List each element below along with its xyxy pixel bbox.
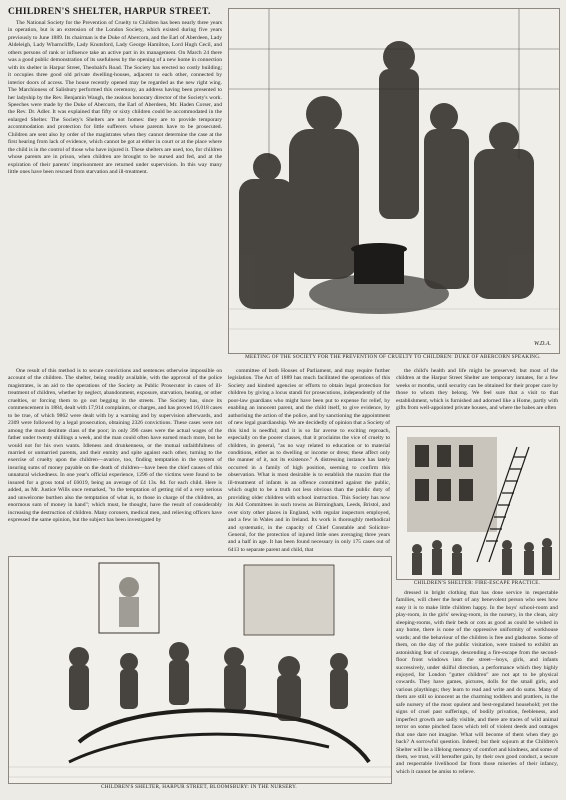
article-column-1-bottom [8, 368, 222, 553]
fire-escape-caption: CHILDREN'S SHELTER: FIRE-ESCAPE PRACTICE. [413, 580, 541, 586]
paragraph-shelter-visit: the child's health and life might be preserved; but most of the children at the Harpur Street Shelter are temporary inmates, for a few weeks or months, until security can be obtained for their proper care by those to whom they belong. We feel sure that a visit to that establishment, which is furnished and adorned like a Home, partly with gifts from well-appointed private houses, and where the babes are often [396, 368, 558, 412]
paragraph-convictions: One result of this method is to secure convictions and sentences otherwise impossible on account of the children. The shelter, being readily available, with the approval of the police magistrates, is an aid to the operations of the Society as Public Prosecutor in cases of ill-treatment of children, whether by neglect, abandonment, exposure, starvation, beating, or other cruelties, or forcing them to go out begging in the streets. The Society has, since its commencement in 1884, dealt with 17,914 complaints, or charges, and has proved 16,018 cases to be true, of which 9862 were dealt with by a warning and by supervision afterwards, and 2309 were followed by a legal prosecution, obtaining 2326 convictions. These cases were not among the most destitute class of the poor; in only 396 cases were the actual wages of the father under twenty shillings a week, and the man could often have earned much more, but he would not for his own wants. Idleness and drunkenness, or the mutual unfaithfulness of married or unmarried parents, and their enmity and spite against each other, turning to the exercise of cruelty upon the children—avarice, too, finding temptation in the system of insuring sums of money payable on the death of children—have been the chief causes of this unnatural wickedness. In one year's official experience, 1296 of the victims were found to be insured for a gross total of £6019, being an average of £4 13s. 8d. for each child. Here is added, as Mr. Justice Wills once remarked, "to the temptation of getting rid of a very serious and unwelcome burthen also the temptation of what is, to those in charge of the children, an enormous sum of money in hand"; which must, he thought, have the result of considerably increasing the destruction of children. Many coroners, medical men, and relieving officers have expressed the same opinion, but the subject has been investigated by [8, 368, 222, 524]
meeting-illustration [228, 8, 560, 354]
article-column-1-top [8, 20, 222, 364]
nursery-illustration [8, 556, 392, 784]
meeting-engraving [229, 9, 559, 353]
paragraph-legislation: committee of both Houses of Parliament, and may require further legislation. The Act of 1889 has much facilitated the operations of this Society and kindred agencies or efforts to obtain legal protection for children by giving a locus standi for prosecutions, independently of the poor-law guardians who might have been put to expense for relief, by enabling an innocent parent, and the child itself, to give evidence, by authorising the action of the police, and by sanctioning the appointment of new legal guardianship. We are decidedly of opinion that a Society of this kind is needful; and it is so far averse to exciting reproach, especially on the poorer classes, that it proclaims the vice of cruelty to children, in general, "as no way related to education or to material conditions, either as to dwelling or income or dress; these affect only the manner of it, not its existence." A distressing instance has lately occurred in a family of high position, seeming to confirm this observation. What is most desirable is to establish the maxim that the ill-treatment of infants is an offence committed against the public, which ought to be a truth not less obvious than the public duty of providing older children with school instruction. This Society has now its Aid Committees in such towns as Birmingham, Leeds, Bristol, and over sixty other places in England, with regular inspectors employed, and a few in Wales and in Ireland. Its work is thoroughly methodical and systematic, in the capacity of Chief Constable and Solicitor-General, for the protection of injured little ones averaging three years and a half in age. It has been found necessary in only 175 cases out of 6413 to separate parent and child, that [228, 368, 390, 553]
nursery-engraving [9, 557, 391, 783]
article-headline: CHILDREN'S SHELTER, HARPUR STREET. [8, 7, 211, 17]
fire-escape-illustration [396, 426, 560, 580]
paragraph-intro: The National Society for the Prevention of Cruelty to Children has been nearly three years in operation, but is an extension of the London Society, which existed during five years previously to June 1889. Its chairman is the Duke of Abercorn, and the Earl of Aberdeen, Lady Aldeleigh, Lady Wharncliffe, Lady Knutsford, Lady George Hamilton, Lord Hugh Cecil, and others persons of rank or influence take an active part in its management. On March 24 there was a good public demonstration of its usefulness by the opening of a new home in connection with its shelter in Harpur Street, Theobald's Road. The Society has erected no costly building; it occupies three good old private dwelling-houses, adjacent to each other, connected by interior doors of access. The house recently opened may be regarded as the new right wing. The Marchioness of Salisbury performed this ceremony, an address having been presented to her ladyship by the Rev. Benjamin Waugh, the zealous honorary director of the Society's work. Speeches were made by the Duke of Abercorn, the Earl of Aberdeen, Mr. Haden Corser, and the Rev. Dr. Adler. It was explained that fifty or sixty children could be accommodated in the enlarged Shelter. The Society's Shelters are not homes: they are to provide temporary accommodation and protection for little sufferers whose parents have to be prosecuted. Children are sent also by order of the magistrates when they cannot determine the case at the first hearing from lack of evidence, which cannot be got at either in court or at the place where the child is in the control of those who have injured it. These shelters are used, too, for children whose parents are in prison, when children are brought to be nursed and fed, and at the expiration of their parents' imprisonment are returned under supervision. In this way many little ones have been rescued from starvation and ill-treatment. [8, 20, 222, 176]
paragraph-children-life: dressed in bright clothing that has done service in respectable families, will cheer the heart of any benevolent person who sees how easy it is to make little children happy. In the boys' school-room and play-room, in the girls' sewing-room, in the nursery, in the clean, airy sleeping-rooms, with their beds or cots as good as could be wished in any home, there is none of the oppressive uniformity of workhouse wards; and the behaviour of the children is free and gladsome. Some of them, on the day of the public visitation, were trained to exhibit an astonishing feat of courage, descending a fire-escape from the second-floor front windows into the street—boys, girls, and infants successively, under skilful direction, a performance which they highly enjoyed, for London "gutter children" are not apt to be physical cowards. They have games, pictures, dolls for the small girls, and various playthings; they learn to read and write and do sums. Many of them are still so innocent as the charming toddlers and prattlers, in the safe nursery of the most opulent and best-regulated household; yet the signs of cruel past sufferings, of bodily privation, feebleness, and imperfect growth are sadly visible, and there are traces of wild animal terror on some pinched faces which tell of violent deeds and outrages that one dare not imagine. What will become of them when they go back? A sorrowful question. Indeed; but their sojourn at the Children's Shelter will be a lifelong memory of comfort and kindness, and some of them, we trust, will hereafter gain, by their own good conduct, a secure and respectable livelihood far from those miseries of their infancy, which it cannot be amiss to relieve. [396, 590, 558, 775]
article-column-3-bottom [396, 590, 558, 792]
meeting-caption: MEETING OF THE SOCIETY FOR THE PREVENTION OF CRUELTY TO CHILDREN: DUKE OF ABERCORN SPEAKING. [245, 354, 541, 360]
article-column-2 [228, 368, 390, 553]
fire-escape-engraving [397, 427, 559, 579]
nursery-caption: CHILDREN'S SHELTER, HARPUR STREET, BLOOMSBURY: IN THE NURSERY. [101, 784, 297, 790]
article-column-3-top [396, 368, 558, 424]
artist-signature: W.D.A. [534, 341, 551, 347]
